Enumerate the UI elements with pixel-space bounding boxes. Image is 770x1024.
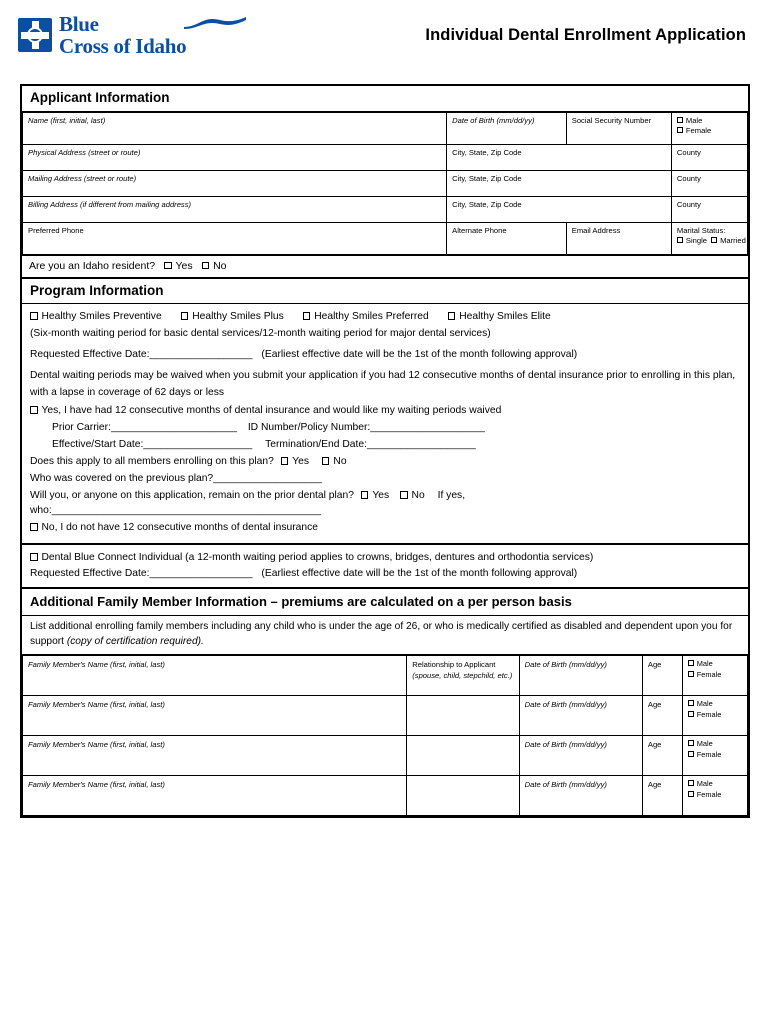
remain-prior-plan-question: Will you, or anyone on this application, remain on the prior dental plan? <box>30 490 354 502</box>
applicant-name-cell[interactable] <box>23 112 447 144</box>
physical-city-state-zip-cell[interactable] <box>447 144 672 170</box>
family-sex-cell[interactable] <box>682 656 747 696</box>
all-members-row <box>30 454 740 469</box>
checkbox-icon[interactable] <box>30 406 38 414</box>
family-sex-female-option[interactable] <box>688 710 743 721</box>
family-dob-cell[interactable] <box>519 736 642 776</box>
applicant-dob-label: Date of Birth (mm/dd/yy) <box>452 115 535 125</box>
checkbox-icon[interactable] <box>400 491 408 499</box>
remain-yes-label: Yes <box>372 490 390 502</box>
checkbox-icon[interactable] <box>322 457 330 465</box>
covered-previous-plan-question: Who was covered on the previous plan? <box>30 473 214 485</box>
family-sex-male-option[interactable] <box>688 779 743 790</box>
additional-family-member-note <box>22 616 748 655</box>
idaho-resident-no-label: No <box>213 259 227 272</box>
checkbox-icon[interactable] <box>281 457 289 465</box>
table-row <box>23 170 748 196</box>
family-name-cell[interactable] <box>23 656 407 696</box>
checkbox-icon[interactable] <box>202 262 210 270</box>
additional-family-member-heading: Additional Family Member Information – premiums are calculated on a per person basis <box>22 587 748 616</box>
mailing-city-state-zip-cell[interactable] <box>447 170 672 196</box>
effective-start-field[interactable]: ___________________ <box>143 439 253 451</box>
marital-single-option[interactable] <box>677 236 707 246</box>
prior-carrier-field[interactable]: ______________________ <box>110 422 237 434</box>
city-state-zip-label: City, State, Zip Code <box>452 199 522 209</box>
family-relationship-cell[interactable] <box>407 776 519 816</box>
family-relationship-cell[interactable] <box>407 656 519 696</box>
checkbox-icon[interactable] <box>688 751 694 757</box>
physical-address-cell[interactable] <box>23 144 447 170</box>
family-sex-female-label: Female <box>696 710 722 720</box>
requested-effective-date-row <box>30 347 740 362</box>
table-row <box>23 222 748 254</box>
remain-no-label: No <box>411 490 425 502</box>
family-sex-female-option[interactable] <box>688 670 743 681</box>
covered-previous-plan-row <box>30 471 740 486</box>
checkbox-icon[interactable] <box>688 791 694 797</box>
family-name-label: Family Member's Name (first, initial, last) <box>28 660 165 670</box>
checkbox-icon[interactable] <box>361 491 369 499</box>
email-address-label: Email Address <box>571 225 621 235</box>
email-address-cell[interactable] <box>566 222 671 254</box>
all-members-yes-label: Yes <box>292 456 310 468</box>
county-label: County <box>676 199 701 209</box>
logo-line-cross-of-idaho: Cross of Idaho <box>59 33 187 58</box>
table-row <box>23 696 748 736</box>
family-name-cell[interactable] <box>23 736 407 776</box>
family-dob-cell[interactable] <box>519 696 642 736</box>
mountain-swoosh-icon <box>184 16 246 30</box>
relationship-sublabel: (spouse, child, stepchild, etc.) <box>412 671 513 681</box>
enrollment-form <box>20 84 750 818</box>
logo-text <box>59 11 187 58</box>
checkbox-icon[interactable] <box>688 711 694 717</box>
waiver-paragraph-line-1: Dental waiting periods may be waived when you submit your application if you had 12 consecutive months of dental insurance prior to enrolling in this plan, <box>30 370 736 382</box>
family-sex-male-option[interactable] <box>688 739 743 750</box>
all-members-question: Does this apply to all members enrolling on this plan? <box>30 456 274 468</box>
family-name-label: Family Member's Name (first, initial, last) <box>28 700 165 710</box>
family-age-label: Age <box>647 700 662 710</box>
family-name-label: Family Member's Name (first, initial, last) <box>28 780 165 790</box>
table-row <box>23 656 748 696</box>
plan-label: Healthy Smiles Plus <box>192 311 284 323</box>
family-dob-cell[interactable] <box>519 776 642 816</box>
prior-carrier-row <box>30 420 740 435</box>
relationship-label: Relationship to Applicant <box>412 660 496 670</box>
family-age-label: Age <box>647 660 662 670</box>
marital-married-label: Married <box>720 235 746 245</box>
marital-married-option[interactable] <box>711 236 746 246</box>
marital-status-label: Marital Status: <box>676 225 726 235</box>
waiver-yes-option[interactable] <box>30 403 740 418</box>
applicant-name-label: Name (first, initial, last) <box>28 115 106 125</box>
page-title: Individual Dental Enrollment Application <box>425 25 746 44</box>
city-state-zip-label: City, State, Zip Code <box>452 173 522 183</box>
applicant-ssn-cell[interactable] <box>566 112 671 144</box>
dental-blue-connect-section <box>22 543 748 587</box>
family-dob-label: Date of Birth (mm/dd/yy) <box>524 660 607 670</box>
plan-option-healthy-smiles-preferred[interactable] <box>303 309 429 324</box>
termination-end-field[interactable]: ___________________ <box>366 439 476 451</box>
alternate-phone-label: Alternate Phone <box>452 225 507 235</box>
checkbox-icon[interactable] <box>688 780 694 786</box>
family-sex-cell[interactable] <box>682 696 747 736</box>
all-members-no-option[interactable] <box>322 456 347 467</box>
marital-status-cell[interactable] <box>671 222 747 254</box>
mailing-address-cell[interactable] <box>23 170 447 196</box>
termination-end-label: Termination/End Date: <box>265 439 367 451</box>
billing-city-state-zip-cell[interactable] <box>447 196 672 222</box>
effective-start-label: Effective/Start Date: <box>52 439 144 451</box>
family-name-cell[interactable] <box>23 776 407 816</box>
table-row <box>23 112 748 144</box>
applicant-sex-cell[interactable] <box>671 112 747 144</box>
county-label: County <box>676 173 701 183</box>
applicant-information-table <box>22 112 748 255</box>
plan-label: Healthy Smiles Preferred <box>314 311 429 323</box>
connect-requested-effective-date-row <box>30 566 740 581</box>
waiver-paragraph-line-2: with a lapse in coverage of 62 days or less <box>30 387 225 399</box>
remain-if-yes-field[interactable]: _______________________________________________ <box>51 505 321 517</box>
family-sex-male-option[interactable] <box>688 699 743 710</box>
checkbox-icon[interactable] <box>30 553 38 561</box>
family-age-cell[interactable] <box>642 696 682 736</box>
plan-label: Healthy Smiles Preventive <box>41 311 162 323</box>
family-sex-male-label: Male <box>696 779 713 789</box>
family-sex-male-option[interactable] <box>688 659 743 670</box>
billing-address-label: Billing Address (if different from mailing address) <box>28 199 192 209</box>
sex-male-option[interactable] <box>677 116 743 126</box>
family-sex-female-label: Female <box>696 670 722 680</box>
checkbox-icon[interactable] <box>711 237 717 243</box>
remain-yes-option[interactable] <box>361 490 389 501</box>
connect-requested-effective-date-label: Requested Effective Date: <box>30 567 150 579</box>
plan-option-healthy-smiles-elite[interactable] <box>448 309 551 324</box>
family-age-label: Age <box>647 780 662 790</box>
city-state-zip-label: City, State, Zip Code <box>452 147 522 157</box>
table-row <box>23 144 748 170</box>
idaho-resident-question: Are you an Idaho resident? <box>29 259 156 272</box>
family-age-label: Age <box>647 740 662 750</box>
family-dob-label: Date of Birth (mm/dd/yy) <box>524 700 607 710</box>
family-note-line-2: support <box>30 635 67 647</box>
connect-requested-effective-date-field[interactable]: __________________ <box>149 567 253 579</box>
checkbox-icon[interactable] <box>688 660 694 666</box>
logo-line-blue: Blue <box>59 11 99 36</box>
family-age-cell[interactable] <box>642 736 682 776</box>
table-row <box>23 776 748 816</box>
requested-effective-date-label: Requested Effective Date: <box>30 349 150 361</box>
alternate-phone-cell[interactable] <box>447 222 567 254</box>
covered-previous-plan-field[interactable]: ___________________ <box>213 473 322 485</box>
billing-county-cell[interactable] <box>671 196 747 222</box>
family-note-certification: (copy of certification required). <box>66 635 204 647</box>
no-coverage-option[interactable] <box>30 520 740 535</box>
mailing-address-label: Mailing Address (street or route) <box>28 173 137 183</box>
family-note-line-1: List additional enrolling family members including any child who is under the age of 26, or who is medically certified as disabled and dependent upon you for <box>30 621 733 633</box>
table-row <box>23 196 748 222</box>
blue-cross-of-idaho-logo <box>18 11 187 58</box>
all-members-yes-option[interactable] <box>281 456 309 467</box>
family-name-cell[interactable] <box>23 696 407 736</box>
preferred-phone-label: Preferred Phone <box>28 225 84 235</box>
plan-options <box>30 309 740 324</box>
family-dob-label: Date of Birth (mm/dd/yy) <box>524 740 607 750</box>
idaho-resident-row <box>22 255 748 277</box>
idaho-resident-yes-label: Yes <box>175 259 193 272</box>
family-age-cell[interactable] <box>642 656 682 696</box>
checkbox-icon[interactable] <box>677 237 683 243</box>
family-sex-female-label: Female <box>696 750 722 760</box>
family-name-label: Family Member's Name (first, initial, last) <box>28 740 165 750</box>
checkbox-icon[interactable] <box>30 523 38 531</box>
plan-option-healthy-smiles-preventive[interactable] <box>30 309 162 324</box>
applicant-dob-cell[interactable] <box>447 112 567 144</box>
family-sex-female-option[interactable] <box>688 790 743 801</box>
checkbox-icon[interactable] <box>688 740 694 746</box>
checkbox-icon[interactable] <box>303 312 311 320</box>
dental-blue-connect-label: Dental Blue Connect Individual (a 12-month waiting period applies to crowns, bridges, dentures and orthodontia services) <box>41 552 594 564</box>
page-header <box>0 0 770 62</box>
remain-no-option[interactable] <box>400 490 425 501</box>
id-number-field[interactable]: ____________________ <box>370 422 485 434</box>
family-sex-male-label: Male <box>696 699 713 709</box>
plan-label: Healthy Smiles Elite <box>459 311 551 323</box>
waiver-yes-label: Yes, I have had 12 consecutive months of dental insurance and would like my waiting periods waived <box>41 405 502 417</box>
applicant-information-heading: Applicant Information <box>22 86 748 112</box>
plan-option-healthy-smiles-plus[interactable] <box>181 309 284 324</box>
family-sex-cell[interactable] <box>682 776 747 816</box>
family-dob-cell[interactable] <box>519 656 642 696</box>
all-members-no-label: No <box>333 456 347 468</box>
checkbox-icon[interactable] <box>164 262 172 270</box>
physical-address-label: Physical Address (street or route) <box>28 147 141 157</box>
effective-start-row <box>30 437 740 452</box>
checkbox-icon[interactable] <box>688 700 694 706</box>
sex-male-label: Male <box>685 115 703 125</box>
sex-female-label: Female <box>685 125 712 135</box>
prior-carrier-label: Prior Carrier: <box>52 422 111 434</box>
family-age-cell[interactable] <box>642 776 682 816</box>
family-members-table <box>22 655 748 816</box>
requested-effective-date-field[interactable]: __________________ <box>149 349 253 361</box>
family-relationship-cell[interactable] <box>407 696 519 736</box>
connect-requested-effective-date-note: (Earliest effective date will be the 1st of the month following approval) <box>261 567 578 579</box>
id-number-label: ID Number/Policy Number: <box>247 422 371 434</box>
checkbox-icon[interactable] <box>181 312 189 320</box>
no-coverage-label: No, I do not have 12 consecutive months of dental insurance <box>41 522 318 534</box>
mailing-county-cell[interactable] <box>671 170 747 196</box>
family-sex-female-option[interactable] <box>688 750 743 761</box>
billing-address-cell[interactable] <box>23 196 447 222</box>
county-label: County <box>676 147 701 157</box>
waiting-period-note: (Six-month waiting period for basic dental services/12-month waiting period for major dental services) <box>30 328 491 340</box>
requested-effective-date-note: (Earliest effective date will be the 1st of the month following approval) <box>261 349 578 361</box>
physical-county-cell[interactable] <box>671 144 747 170</box>
checkbox-icon[interactable] <box>448 312 456 320</box>
marital-single-label: Single <box>685 235 707 245</box>
family-sex-male-label: Male <box>696 659 713 669</box>
checkbox-icon[interactable] <box>677 127 683 133</box>
checkbox-icon[interactable] <box>677 117 683 123</box>
applicant-ssn-label: Social Security Number <box>571 115 652 125</box>
logo-disc-icon <box>27 27 43 43</box>
family-sex-male-label: Male <box>696 739 713 749</box>
remain-if-yes-label: If yes, who: <box>30 490 466 517</box>
remain-prior-plan-row <box>30 488 740 518</box>
family-dob-label: Date of Birth (mm/dd/yy) <box>524 780 607 790</box>
blue-cross-icon <box>18 18 52 52</box>
family-relationship-cell[interactable] <box>407 736 519 776</box>
preferred-phone-cell[interactable] <box>23 222 447 254</box>
sex-female-option[interactable] <box>677 126 743 136</box>
checkbox-icon[interactable] <box>30 312 38 320</box>
family-sex-female-label: Female <box>696 790 722 800</box>
table-row <box>23 736 748 776</box>
program-information-body <box>22 304 748 543</box>
family-sex-cell[interactable] <box>682 736 747 776</box>
program-information-heading: Program Information <box>22 277 748 305</box>
checkbox-icon[interactable] <box>688 671 694 677</box>
dental-blue-connect-option[interactable] <box>30 550 740 565</box>
